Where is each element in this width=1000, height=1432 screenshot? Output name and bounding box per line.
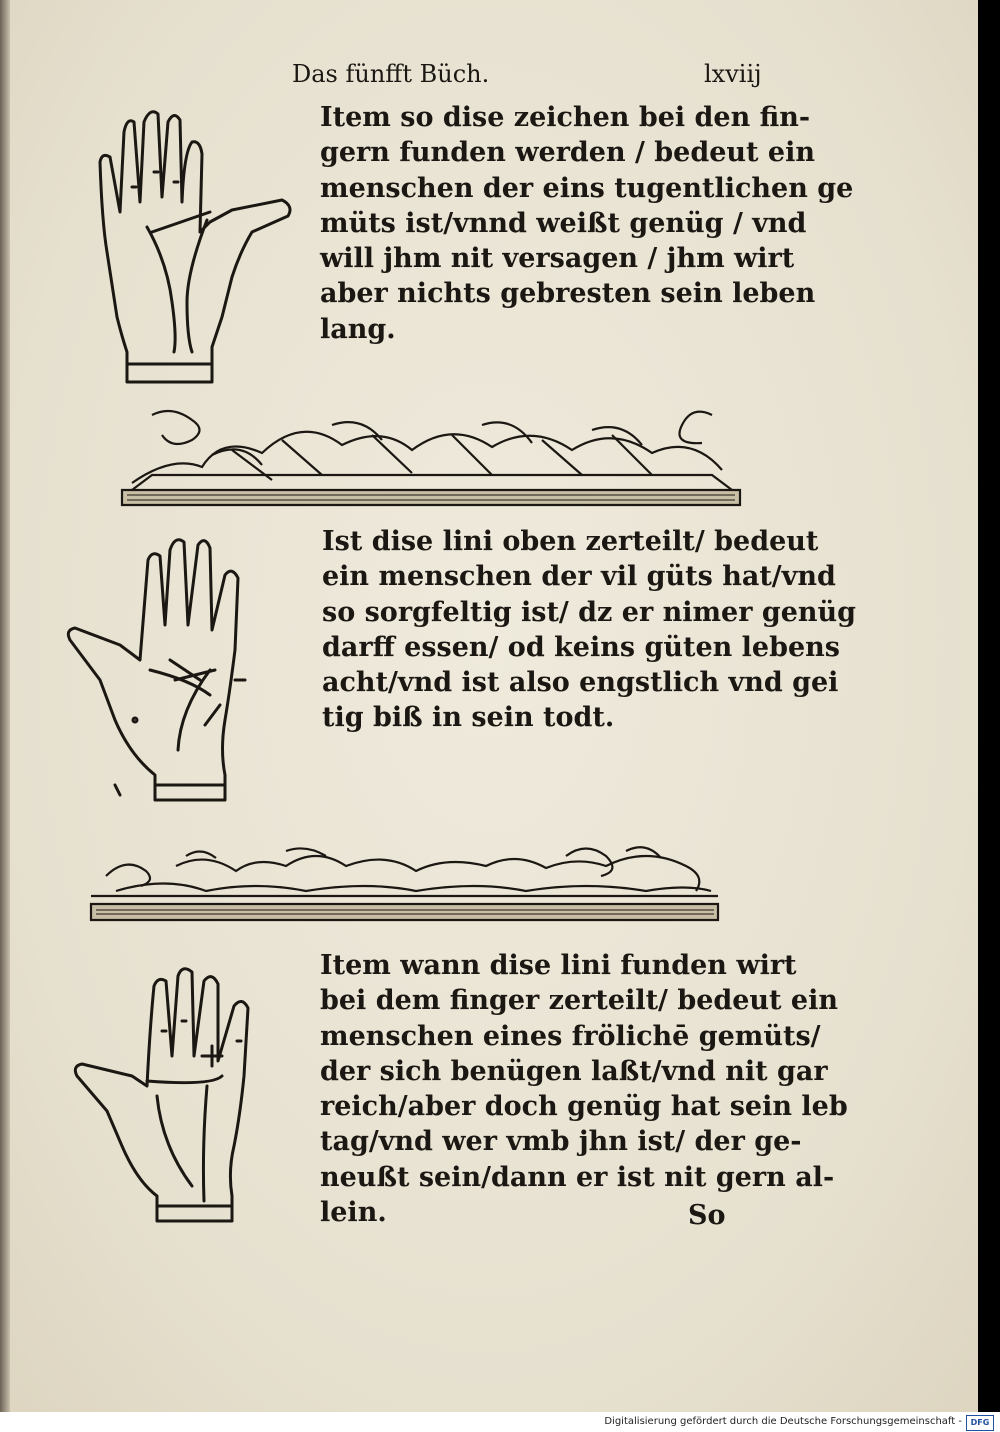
- woodcut-ornament-icon-2: [86, 836, 722, 928]
- text-line: will jhm nit versagen / jhm wirt: [320, 243, 795, 275]
- paragraph-2: [322, 524, 856, 736]
- footer-bar: [0, 1412, 1000, 1432]
- text-line: Ist dise lini oben zerteilt/ bedeut: [322, 526, 819, 557]
- text-line: lein.: [320, 1197, 387, 1229]
- text-line: Item wann dise lini funden wirt: [320, 950, 797, 981]
- text-line: ein menschen der vil güts hat/vnd: [322, 561, 836, 593]
- text-line: darff essen/ od keins güten lebens: [322, 631, 840, 663]
- palm-hand-icon-3: [62, 966, 294, 1228]
- text-line: menschen eines frölichē gemüts/: [320, 1020, 821, 1052]
- text-line: bei dem finger zerteilt/ bedeut ein: [320, 985, 838, 1017]
- dfg-logo-icon[interactable]: DFG: [966, 1415, 994, 1431]
- catchword: So: [688, 1200, 726, 1231]
- text-line: acht/vnd ist also engstlich vnd gei: [322, 667, 839, 699]
- running-title: Das fünfft Büch.: [292, 60, 490, 88]
- paragraph-3: [320, 948, 848, 1230]
- palm-hand-icon-2: [60, 530, 282, 808]
- text-line: tig biß in sein todt.: [322, 702, 615, 734]
- text-line: tag/vnd wer vmb jhn ist/ der ge-: [320, 1126, 802, 1158]
- funding-notice: Digitalisierung gefördert durch die Deutsche Forschungsgemeinschaft -: [604, 1416, 962, 1427]
- text-line: der sich benügen laßt/vnd nit gar: [320, 1055, 828, 1087]
- text-line: neußt sein/dann er ist nit gern al-: [320, 1161, 835, 1193]
- page-gutter-shadow: [0, 0, 10, 1412]
- woodcut-ornament-icon-1: [112, 395, 750, 513]
- palm-hand-icon-1: [92, 102, 306, 388]
- text-line: aber nichts gebresten sein leben: [320, 278, 816, 310]
- text-line: reich/aber doch genüg hat sein leb: [320, 1091, 848, 1123]
- text-line: gern funden werden / bedeut ein: [320, 137, 815, 169]
- text-line: Item so dise zeichen bei den fin-: [320, 102, 811, 133]
- text-line: so sorgfeltig ist/ dz er nimer genüg: [322, 596, 857, 628]
- paragraph-1: [320, 100, 853, 347]
- page-header: [0, 60, 978, 90]
- text-line: müts ist/vnnd weißt genüg / vnd: [320, 207, 807, 239]
- folio-number: lxviij: [704, 60, 762, 88]
- text-line: lang.: [320, 313, 396, 345]
- text-line: menschen der eins tugentlichen ge: [320, 172, 854, 204]
